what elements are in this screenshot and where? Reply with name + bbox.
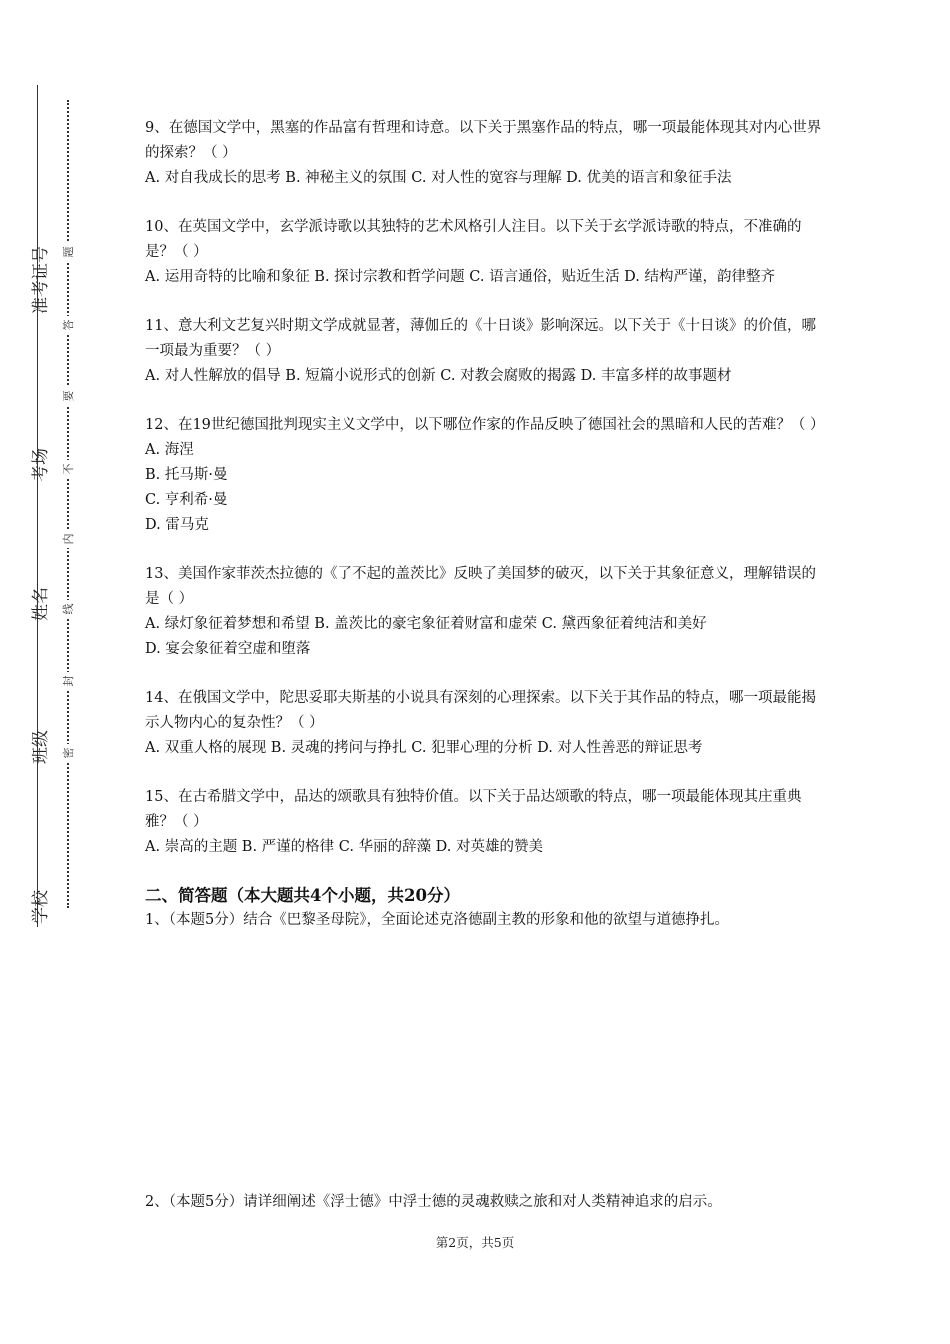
option-d: D. 雷马克 bbox=[145, 517, 209, 533]
section-title-short-answer: 二、简答题（本大题共4个小题，共20分） bbox=[145, 886, 460, 905]
seal-char-1: 题 bbox=[59, 243, 77, 261]
question-stem: 12、在19世纪德国批判现实主义文学中，以下哪位作家的作品反映了德国社会的黑暗和人民的苦难？（ ） bbox=[145, 417, 825, 433]
option-b: B. 托马斯·曼 bbox=[145, 467, 228, 483]
seal-char-3: 要 bbox=[59, 387, 77, 405]
option-d: D. 宴会象征着空虚和堕落 bbox=[145, 641, 311, 657]
question-stem: 10、在英国文学中，玄学派诗歌以其独特的艺术风格引人注目。以下关于玄学派诗歌的特点，不准确的是？（ ） bbox=[145, 219, 802, 260]
binding-solid-line bbox=[37, 85, 38, 927]
question-stem: 11、意大利文艺复兴时期文学成就显著，薄伽丘的《十日谈》影响深远。以下关于《十日谈》的价值，哪一项最为重要？（ ） bbox=[145, 318, 816, 359]
question-options: A. 双重人格的展现 B. 灵魂的拷问与挣扎 C. 犯罪心理的分析 D. 对人性善恶的辩证思考 bbox=[145, 740, 703, 756]
margin-label-class: 班级 bbox=[30, 730, 51, 764]
seal-char-4: 不 bbox=[59, 460, 77, 478]
question-9 bbox=[145, 116, 825, 191]
margin-label-name: 姓名 bbox=[30, 587, 51, 621]
question-13 bbox=[145, 562, 825, 662]
seal-char-2: 答 bbox=[59, 316, 77, 334]
margin-label-school: 学校 bbox=[30, 890, 51, 924]
question-11 bbox=[145, 314, 825, 389]
option-a: A. 海涅 bbox=[145, 442, 194, 458]
question-options: A. 对人性解放的倡导 B. 短篇小说形式的创新 C. 对教会腐败的揭露 D. 丰富多样的故事题材 bbox=[145, 368, 732, 384]
question-10 bbox=[145, 215, 825, 290]
options-abc: A. 绿灯象征着梦想和希望 B. 盖茨比的豪宅象征着财富和虚荣 C. 黛西象征着纯洁和美好 bbox=[145, 616, 707, 632]
seal-char-8: 密 bbox=[59, 744, 77, 762]
question-stem: 14、在俄国文学中，陀思妥耶夫斯基的小说具有深刻的心理探索。以下关于其作品的特点，哪一项最能揭示人物内心的复杂性？（ ） bbox=[145, 690, 816, 731]
question-stem: 15、在古希腊文学中，品达的颂歌具有独特价值。以下关于品达颂歌的特点，哪一项最能体现其庄重典雅？（ ） bbox=[145, 789, 802, 830]
question-12 bbox=[145, 413, 825, 538]
short-answer-question-2: 2、（本题5分）请详细阐述《浮士德》中浮士德的灵魂救赎之旅和对人类精神追求的启示。 bbox=[145, 1194, 722, 1210]
margin-label-exam-number: 准考证号 bbox=[30, 246, 51, 314]
page-footer: 第2页，共5页 bbox=[435, 1235, 515, 1250]
seal-char-7: 封 bbox=[59, 672, 77, 690]
question-list bbox=[145, 116, 825, 933]
question-15 bbox=[145, 785, 825, 860]
seal-char-5: 内 bbox=[59, 530, 77, 548]
question-options: A. 崇高的主题 B. 严谨的格律 C. 华丽的辞藻 D. 对英雄的赞美 bbox=[145, 839, 544, 855]
question-stem: 9、在德国文学中，黑塞的作品富有哲理和诗意。以下关于黑塞作品的特点，哪一项最能体现其对内心世界的探索？（ ） bbox=[145, 120, 822, 161]
question-options: A. 对自我成长的思考 B. 神秘主义的氛围 C. 对人性的宽容与理解 D. 优美的语言和象征手法 bbox=[145, 170, 732, 186]
option-c: C. 亨利希·曼 bbox=[145, 492, 228, 508]
question-stem: 13、美国作家菲茨杰拉德的《了不起的盖茨比》反映了美国梦的破灭，以下关于其象征意义，理解错误的是（ ） bbox=[145, 566, 816, 607]
seal-char-6: 线 bbox=[59, 600, 77, 618]
question-14 bbox=[145, 686, 825, 761]
margin-label-exam-room: 考场 bbox=[30, 448, 51, 482]
short-answer-question-1: 1、（本题5分）结合《巴黎圣母院》，全面论述克洛德副主教的形象和他的欲望与道德挣扎。 bbox=[145, 912, 729, 928]
seal-dotted-line bbox=[67, 100, 69, 908]
question-options: A. 运用奇特的比喻和象征 B. 探讨宗教和哲学问题 C. 语言通俗，贴近生活 D. 结构严谨，韵律整齐 bbox=[145, 269, 776, 285]
